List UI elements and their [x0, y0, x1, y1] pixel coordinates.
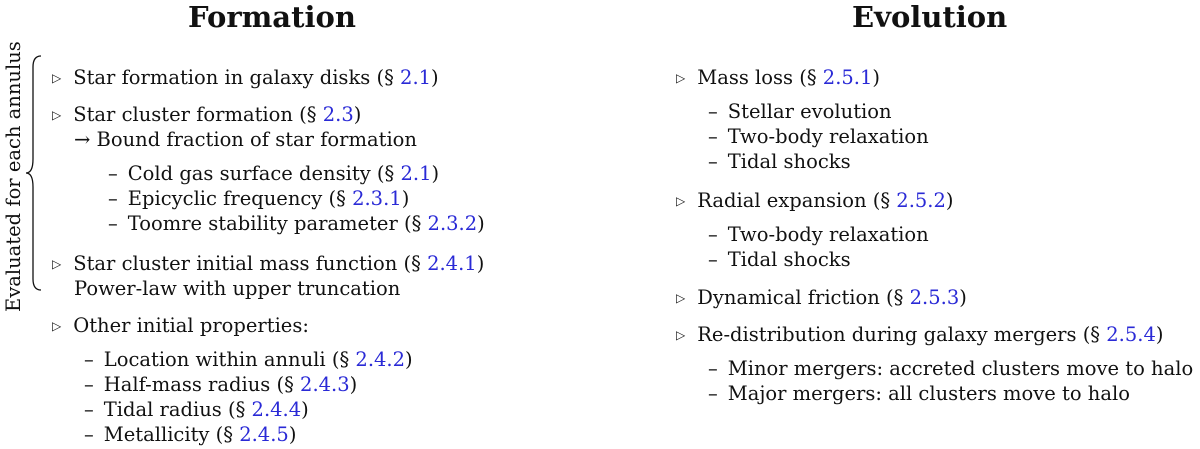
triangle-bullet-icon: ▷: [52, 257, 62, 271]
triangle-bullet-icon: ▷: [52, 71, 62, 85]
section-ref[interactable]: 2.4.3: [300, 373, 350, 396]
side-label: Evaluated for each annulus: [2, 41, 25, 312]
formation-item-cluster-formation: ▷ Star cluster formation (§ 2.3): [52, 103, 362, 126]
other-sub-item: – Tidal radius (§ 2.4.4): [84, 398, 309, 421]
other-sub-item: – Location within annuli (§ 2.4.2): [84, 348, 413, 371]
section-ref[interactable]: 2.1: [400, 66, 432, 89]
triangle-bullet-icon: ▷: [676, 328, 686, 342]
evolution-title: Evolution: [852, 0, 1008, 34]
evolution-item-radial-expansion: ▷ Radial expansion (§ 2.5.2): [676, 189, 954, 212]
triangle-bullet-icon: ▷: [52, 319, 62, 333]
section-ref[interactable]: 2.5.4: [1106, 323, 1156, 346]
bound-fraction-line: → Bound fraction of star formation: [74, 128, 417, 151]
evolution-item-redistribution: ▷ Re-distribution during galaxy mergers (§ 2.5.4): [676, 323, 1164, 346]
curly-brace-icon: [24, 55, 44, 291]
formation-item-star-formation: ▷ Star formation in galaxy disks (§ 2.1): [52, 66, 439, 89]
section-ref[interactable]: 2.4.1: [427, 252, 477, 275]
triangle-bullet-icon: ▷: [676, 71, 686, 85]
section-ref[interactable]: 2.3: [322, 103, 354, 126]
section-ref[interactable]: 2.5.2: [896, 189, 946, 212]
mass-loss-sub-item: – Stellar evolution: [708, 100, 892, 123]
radial-sub-item: – Two-body relaxation: [708, 223, 929, 246]
triangle-bullet-icon: ▷: [52, 108, 62, 122]
section-ref[interactable]: 2.4.4: [251, 398, 302, 421]
cluster-sub-item: – Toomre stability parameter (§ 2.3.2): [108, 212, 485, 235]
radial-sub-item: – Tidal shocks: [708, 248, 851, 271]
other-sub-item: – Metallicity (§ 2.4.5): [84, 423, 297, 446]
mergers-sub-item: – Major mergers: all clusters move to halo: [708, 382, 1130, 405]
evolution-item-dynamical-friction: ▷ Dynamical friction (§ 2.5.3): [676, 286, 967, 309]
mass-loss-sub-item: – Two-body relaxation: [708, 125, 929, 148]
triangle-bullet-icon: ▷: [676, 194, 686, 208]
formation-title: Formation: [188, 0, 356, 34]
section-ref[interactable]: 2.3.1: [352, 187, 402, 210]
formation-item-other-properties: ▷ Other initial properties:: [52, 314, 309, 337]
section-ref[interactable]: 2.5.1: [822, 66, 873, 89]
mass-loss-sub-item: – Tidal shocks: [708, 150, 851, 173]
mergers-sub-item: – Minor mergers: accreted clusters move to halo: [708, 357, 1194, 380]
section-ref[interactable]: 2.1: [400, 162, 432, 185]
triangle-bullet-icon: ▷: [676, 291, 686, 305]
section-ref[interactable]: 2.5.3: [909, 286, 960, 309]
other-sub-item: – Half-mass radius (§ 2.4.3): [84, 373, 358, 396]
section-ref[interactable]: 2.4.5: [239, 423, 289, 446]
section-ref[interactable]: 2.4.2: [355, 348, 406, 371]
cluster-sub-item: – Cold gas surface density (§ 2.1): [108, 162, 440, 185]
section-ref[interactable]: 2.3.2: [427, 212, 478, 235]
cluster-sub-item: – Epicyclic frequency (§ 2.3.1): [108, 187, 410, 210]
evolution-item-mass-loss: ▷ Mass loss (§ 2.5.1): [676, 66, 881, 89]
formation-item-imf: ▷ Star cluster initial mass function (§ 2.4.1): [52, 252, 485, 275]
imf-note: Power-law with upper truncation: [74, 277, 401, 300]
